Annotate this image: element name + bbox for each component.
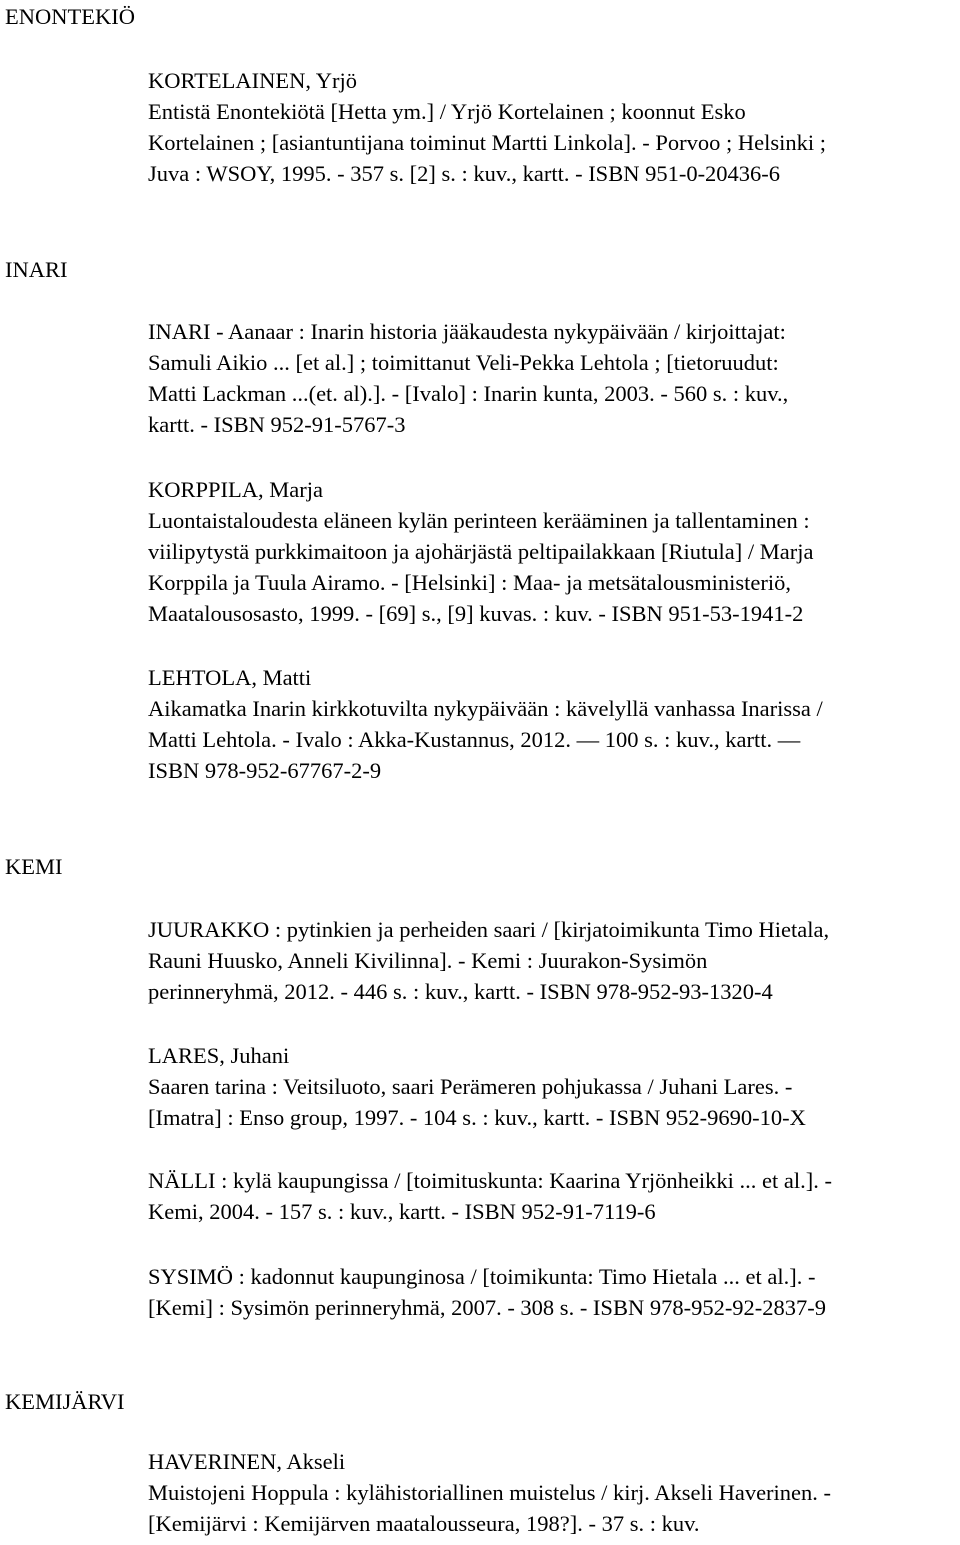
entry-line: KORTELAINEN, Yrjö	[148, 68, 358, 93]
entry-line: LEHTOLA, Matti	[148, 665, 312, 690]
entry-line: [Kemijärvi : Kemijärven maatalousseura, 198?]. - 37 s. : kuv.	[148, 1511, 700, 1536]
bibliography-entry	[148, 65, 960, 189]
section-heading-kemi: KEMI	[5, 854, 63, 879]
entry-line: SYSIMÖ : kadonnut kaupunginosa / [toimikunta: Timo Hietala ... et al.]. -	[148, 1264, 816, 1289]
bibliography-entry	[148, 1040, 960, 1133]
entry-line: [Kemi] : Sysimön perinneryhmä, 2007. - 308 s. - ISBN 978-952-92-2837-9	[148, 1295, 827, 1320]
entry-line: Muistojeni Hoppula : kylähistoriallinen muistelus / kirj. Akseli Haverinen. -	[148, 1480, 832, 1505]
entry-line: HAVERINEN, Akseli	[148, 1449, 346, 1474]
bibliography-entry	[148, 316, 960, 440]
entry-line: ISBN 978-952-67767-2-9	[148, 758, 382, 783]
bibliography-entry	[148, 474, 960, 629]
entry-line: [Imatra] : Enso group, 1997. - 104 s. : kuv., kartt. - ISBN 952-9690-10-X	[148, 1105, 806, 1130]
bibliography-entry	[148, 662, 960, 786]
entry-line: Luontaistaloudesta eläneen kylän perinteen kerääminen ja tallentaminen :	[148, 508, 810, 533]
bibliography-entry	[148, 1261, 960, 1323]
section-heading-enontekio: ENONTEKIÖ	[5, 4, 135, 29]
entry-line: Entistä Enontekiötä [Hetta ym.] / Yrjö Kortelainen ; koonnut Esko	[148, 99, 746, 124]
entry-line: Juva : WSOY, 1995. - 357 s. [2] s. : kuv., kartt. - ISBN 951-0-20436-6	[148, 161, 781, 186]
section-heading-inari: INARI	[5, 257, 68, 282]
entry-line: INARI - Aanaar : Inarin historia jääkaudesta nykypäivään / kirjoittajat:	[148, 319, 786, 344]
entry-line: LARES, Juhani	[148, 1043, 290, 1068]
entry-line: Kortelainen ; [asiantuntijana toiminut Martti Linkola]. - Porvoo ; Helsinki ;	[148, 130, 826, 155]
entry-line: Samuli Aikio ... [et al.] ; toimittanut Veli-Pekka Lehtola ; [tietoruudut:	[148, 350, 779, 375]
entry-line: Saaren tarina : Veitsiluoto, saari Perämeren pohjukassa / Juhani Lares. -	[148, 1074, 793, 1099]
entry-line: kartt. - ISBN 952-91-5767-3	[148, 412, 406, 437]
entry-line: Aikamatka Inarin kirkkotuvilta nykypäivään : kävelyllä vanhassa Inarissa /	[148, 696, 823, 721]
entry-line: Rauni Huusko, Anneli Kivilinna]. - Kemi : Juurakon-Sysimön	[148, 948, 708, 973]
entry-line: viilipytystä purkkimaitoon ja ajohärjästä peltipailakkaan [Riutula] / Marja	[148, 539, 814, 564]
entry-line: Matti Lehtola. - Ivalo : Akka-Kustannus, 2012. — 100 s. : kuv., kartt. —	[148, 727, 801, 752]
bibliography-entry	[148, 1165, 960, 1227]
bibliography-entry	[148, 1446, 960, 1539]
entry-line: Matti Lackman ...(et. al).]. - [Ivalo] : Inarin kunta, 2003. - 560 s. : kuv.,	[148, 381, 789, 406]
entry-line: Kemi, 2004. - 157 s. : kuv., kartt. - ISBN 952-91-7119-6	[148, 1199, 656, 1224]
bibliography-entry	[148, 914, 960, 1007]
entry-line: Korppila ja Tuula Airamo. - [Helsinki] : Maa- ja metsätalousministeriö,	[148, 570, 792, 595]
section-heading-kemijarvi: KEMIJÄRVI	[5, 1389, 125, 1414]
entry-line: Maatalousosasto, 1999. - [69] s., [9] kuvas. : kuv. - ISBN 951-53-1941-2	[148, 601, 804, 626]
entry-line: KORPPILA, Marja	[148, 477, 323, 502]
entry-line: NÄLLI : kylä kaupungissa / [toimituskunta: Kaarina Yrjönheikki ... et al.]. -	[148, 1168, 833, 1193]
entry-line: perinneryhmä, 2012. - 446 s. : kuv., kartt. - ISBN 978-952-93-1320-4	[148, 979, 773, 1004]
entry-line: JUURAKKO : pytinkien ja perheiden saari / [kirjatoimikunta Timo Hietala,	[148, 917, 830, 942]
